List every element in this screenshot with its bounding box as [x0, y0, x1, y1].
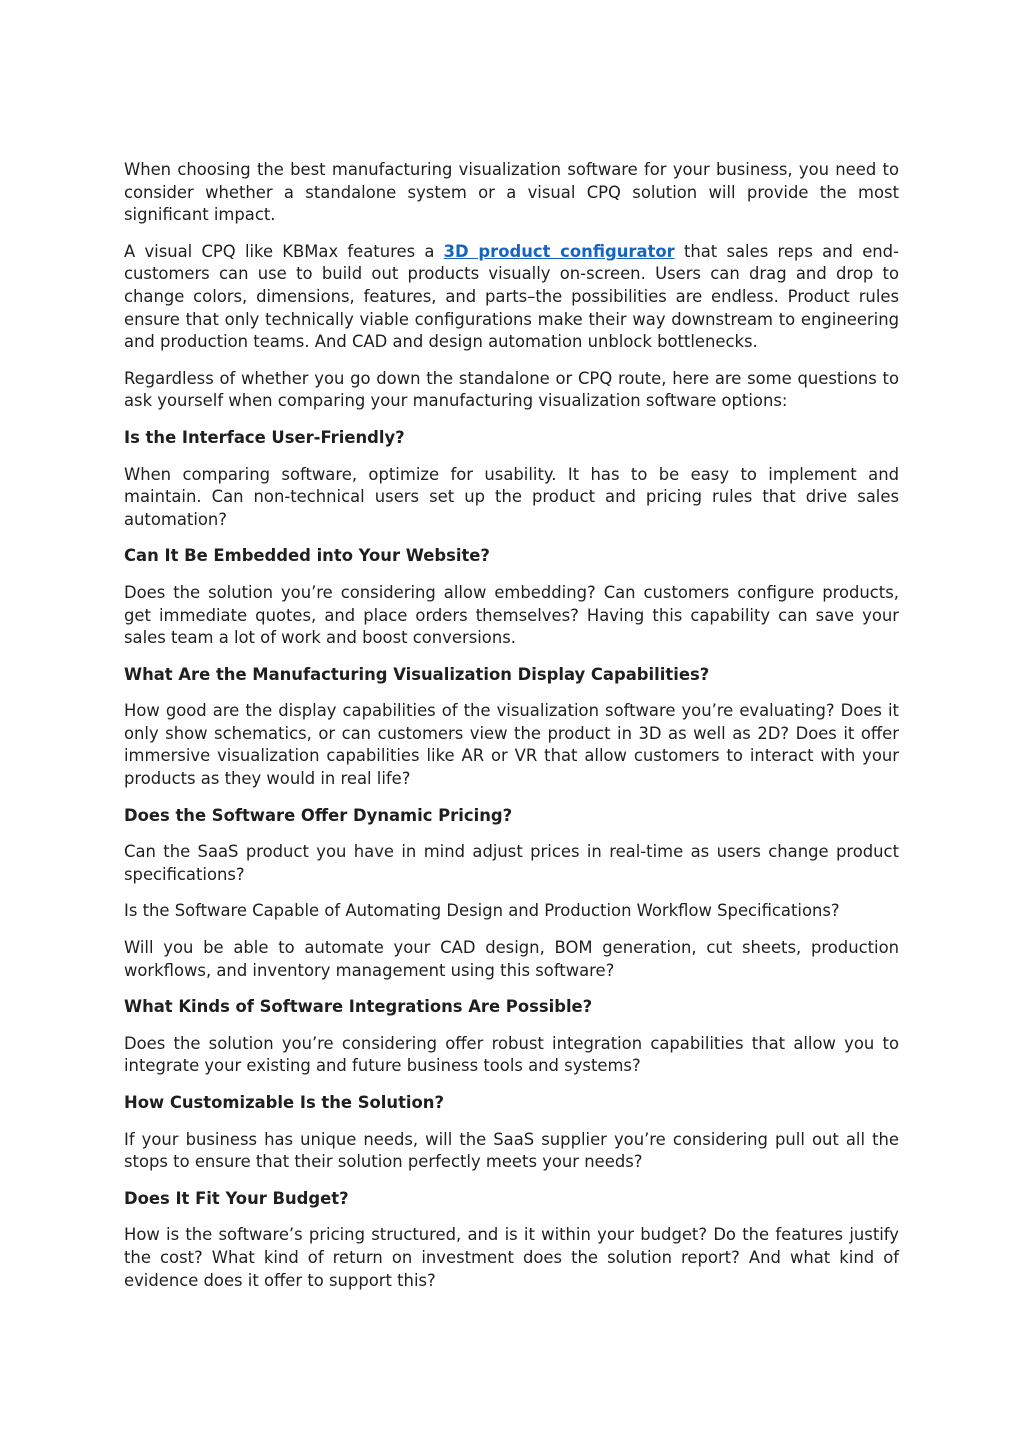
- body-integrations: Does the solution you’re considering offer robust integration capabilities that allow you to integrate your existing and future business tools and systems?: [124, 1033, 899, 1076]
- heading-budget: Does It Fit Your Budget?: [124, 1188, 349, 1208]
- body-customizable: If your business has unique needs, will the SaaS supplier you’re considering pull out all the stops to ensure that their solution perfectly meets your needs?: [124, 1129, 899, 1172]
- body-automating-design: Will you be able to automate your CAD design, BOM generation, cut sheets, production workflows, and inventory management using this software?: [124, 938, 899, 980]
- heading-automating-design: Is the Software Capable of Automating Design and Production Workflow Specifications?: [124, 901, 840, 921]
- document-page: [124, 159, 899, 1306]
- 3d-product-configurator-link[interactable]: 3D product configurator: [443, 241, 675, 261]
- intro-paragraph-2-start: A visual CPQ like KBMax features a: [124, 241, 444, 261]
- intro-paragraph-2: [124, 241, 899, 354]
- heading-integrations: What Kinds of Software Integrations Are Possible?: [124, 997, 593, 1017]
- body-user-friendly: When comparing software, optimize for usability. It has to be easy to implement and maintain. Can non-technical users set up the product and pricing rules that drive sales automation?: [124, 464, 899, 529]
- heading-embedded: Can It Be Embedded into Your Website?: [124, 546, 490, 566]
- body-dynamic-pricing: Can the SaaS product you have in mind adjust prices in real-time as users change product specifications?: [124, 842, 899, 884]
- body-display-capabilities: How good are the display capabilities of the visualization software you’re evaluating? Does it only show schematics, or can customers view the product in 3D as well as 2D? Does it offer immersive visualization capabilities like AR or VR that allow customers to interact with your products as they would in real life?: [124, 701, 899, 789]
- heading-customizable: How Customizable Is the Solution?: [124, 1093, 444, 1112]
- body-budget: How is the software’s pricing structured, and is it within your budget? Do the features justify the cost? What kind of return on investment does the solution report? And what kind of evidence does it offer to support this?: [124, 1225, 899, 1290]
- intro-paragraph-1: When choosing the best manufacturing visualization software for your business, you need to consider whether a standalone system or a visual CPQ solution will provide the most significant impact.: [124, 160, 899, 225]
- body-embedded: Does the solution you’re considering allow embedding? Can customers configure products, get immediate quotes, and place orders themselves? Having this capability can save your sales team a lot of work and boost conversions.: [124, 582, 899, 648]
- heading-display-capabilities: What Are the Manufacturing Visualization Display Capabilities?: [124, 664, 710, 684]
- heading-user-friendly: Is the Interface User-Friendly?: [124, 427, 405, 447]
- heading-dynamic-pricing: Does the Software Offer Dynamic Pricing?: [124, 805, 513, 825]
- intro-paragraph-3: Regardless of whether you go down the standalone or CPQ route, here are some questions to ask yourself when comparing your manufacturing visualization software options:: [124, 368, 899, 411]
- intro-paragraph-2-end: that sales reps and end-customers can use to build out products visually on-screen. Users can drag and drop to change colors, dimensions, features, and parts–the possibilities are endless. Product rules ensure that only technically viable configurations make their way downstream to engineering and production teams. And CAD and design automation unblock bottlenecks.: [124, 241, 899, 352]
